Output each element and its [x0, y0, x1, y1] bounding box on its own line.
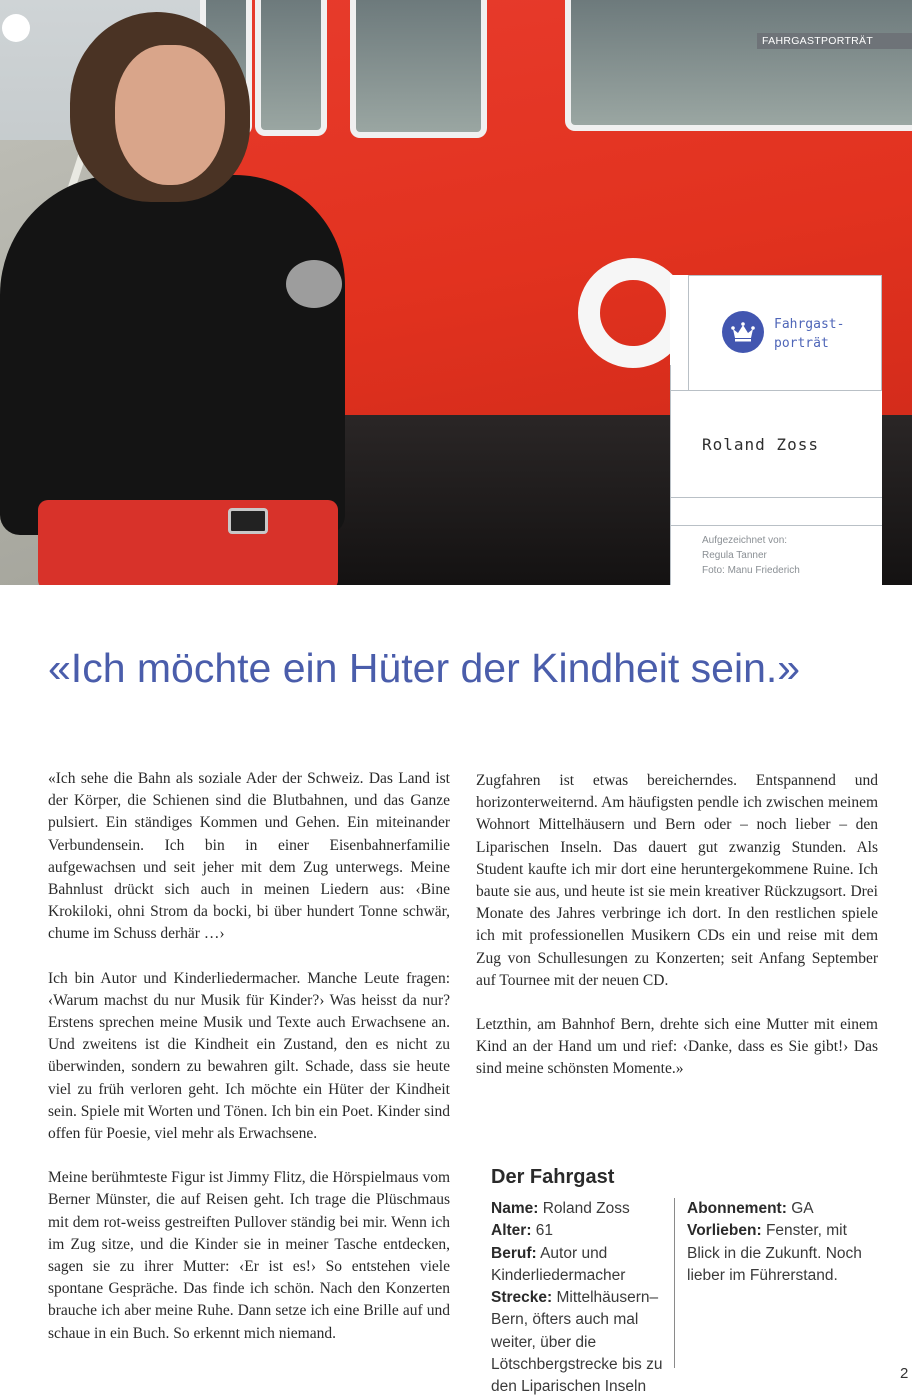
- card-rule: [670, 525, 882, 526]
- info-value: 61: [531, 1222, 554, 1240]
- credit-line: Aufgezeichnet von:: [702, 535, 788, 546]
- info-divider: [674, 1198, 675, 1368]
- body-column-right: [476, 770, 878, 1103]
- credit-line: Regula Tanner: [702, 550, 767, 561]
- hole-punch-mark: [2, 14, 30, 42]
- belt-buckle: [228, 508, 268, 534]
- cover-photo: [0, 0, 912, 585]
- info-value: GA: [786, 1200, 814, 1217]
- page-number: 2: [900, 1365, 909, 1382]
- section-label: FAHRGASTPORTRÄT: [757, 33, 912, 49]
- info-label: Strecke:: [491, 1289, 553, 1307]
- credit-line: Foto: Manu Friederich: [702, 565, 800, 576]
- info-label: Abonnement:: [687, 1200, 787, 1217]
- info-value: Roland Zoss: [538, 1200, 630, 1217]
- headline-quote: «Ich möchte ein Hüter der Kindheit sein.»: [48, 645, 801, 691]
- person-trousers: [38, 500, 338, 585]
- person-shirt: [0, 175, 345, 535]
- train-window: [350, 0, 487, 138]
- badge-label: Fahrgast- porträt: [774, 317, 845, 351]
- card-rule: [670, 365, 671, 585]
- train-window: [255, 0, 327, 136]
- info-column-left: [491, 1198, 671, 1399]
- info-value: Fenster, mit Blick in die Zukunft. Noch lieber im Führerstand.: [687, 1222, 862, 1284]
- info-label: Vorlieben:: [687, 1222, 762, 1240]
- body-paragraph: Letzthin, am Bahnhof Bern, drehte sich eine Mutter mit einem Kind an der Hand um und rief: ‹Danke, dass es Sie gibt!› Das sind meine schönsten Momente.»: [476, 1016, 878, 1078]
- photo-credits: [702, 533, 800, 578]
- info-box-title: Der Fahrgast: [491, 1166, 615, 1188]
- info-value: Autor und Kinderliedermacher: [491, 1244, 626, 1284]
- name-card: [670, 275, 882, 585]
- body-paragraph: Zugfahren ist etwas bereicherndes. Entspannend und horizonterweiternd. Am häufigsten pendle ich zwischen meinem Wohnort Mittelhäusern und Bern oder – noch lieber – den Liparischen Inseln. Das dauert gut zwanzig Stunden. Als Student kaufte ich mir dort eine heruntergekommene Ruine. Ich baute sie aus, und heute ist sie mein kreativer Rückzugsort. Drei Monate des Jahres verbringe ich dort. In den restlichen spiele ich mit professionellen Musikern CDs ein und reise mit dem Zug von Schullesungen zu Konzerten; seit Anfang September auf Tournee mit der neuen CD.: [476, 772, 878, 989]
- body-paragraph: Ich bin Autor und Kinderliedermacher. Manche Leute fragen: ‹Warum machst du nur Musik für Kinder?› Was heisst da nur? Erstens sprechen meine Musik und Texte auch Erwachsene an. Und zweitens ist die Kindheit ein Zustand, den es nicht zu überwinden, sondern zu bewahren gilt. Schade, dass sie heute viel zu früh verloren geht. Ich möchte ein Hüter der Kindheit sein. Spiele mit Worten und Tönen. Ich bin ein Poet. Kinder sind offen für Poesie, viel mehr als Erwachsene.: [48, 969, 450, 1143]
- passenger-info-box: [476, 1146, 880, 1396]
- person-face: [115, 45, 225, 185]
- info-label: Beruf:: [491, 1244, 537, 1262]
- info-label: Alter:: [491, 1222, 532, 1240]
- train-window: [565, 0, 912, 131]
- body-paragraph: Meine berühmteste Figur ist Jimmy Flitz, die Hörspielmaus vom Berner Münster, die auf Reisen geht. Ich trage die Plüschmaus mit dem rot-weiss gestreiften Pullover ständig bei mir. Wenn ich im Zug sitze, und die Kinder sie in meiner Tasche entdecken, sagen sie zu ihrer Mutter: ‹Er ist es!› So entstehen viele spontane Gespräche. Das finde ich schön. Nach den Konzerten brauche ich aber meine Ruhe. Dann setze ich eine Brille auf und schaue in ein Buch. So erkennt mich niemand.: [48, 1169, 450, 1342]
- info-preferences: [687, 1220, 877, 1287]
- body-paragraph: «Ich sehe die Bahn als soziale Ader der Schweiz. Das Land ist der Körper, die Schienen sind die Blutbahnen, und das Ganze pulsiert. Ein ständiges Kommen und Gehen. Ein miteinander Verbundensein. Ich bin in einer Eisenbahnerfamilie aufgewachsen und seit jeher mit dem Zug unterwegs. Meine Bahnlust drückt sich auch in meinen Liedern aus: ‹Bine Krokiloki, ohni Strom da bocki, bi über hundert Tonne schwär, chume im Schuss derhär …›: [48, 770, 450, 943]
- card-rule: [670, 390, 882, 391]
- body-column-left: [48, 768, 450, 1367]
- info-value: Mittelhäusern–Bern, öfters auch mal weiter, über die Lötschbergstrecke bis zu den Liparischen Inseln: [491, 1289, 663, 1396]
- info-age: [491, 1220, 671, 1242]
- info-label: Name:: [491, 1200, 539, 1217]
- plush-mouse: [286, 260, 342, 308]
- info-job: [491, 1243, 671, 1288]
- info-subscription: [687, 1198, 877, 1220]
- card-rule: [670, 497, 882, 498]
- info-column-right: [687, 1198, 877, 1287]
- info-route: [491, 1287, 671, 1398]
- crown-icon: [722, 311, 764, 353]
- portrait-name: Roland Zoss: [702, 435, 819, 454]
- info-name: [491, 1198, 671, 1220]
